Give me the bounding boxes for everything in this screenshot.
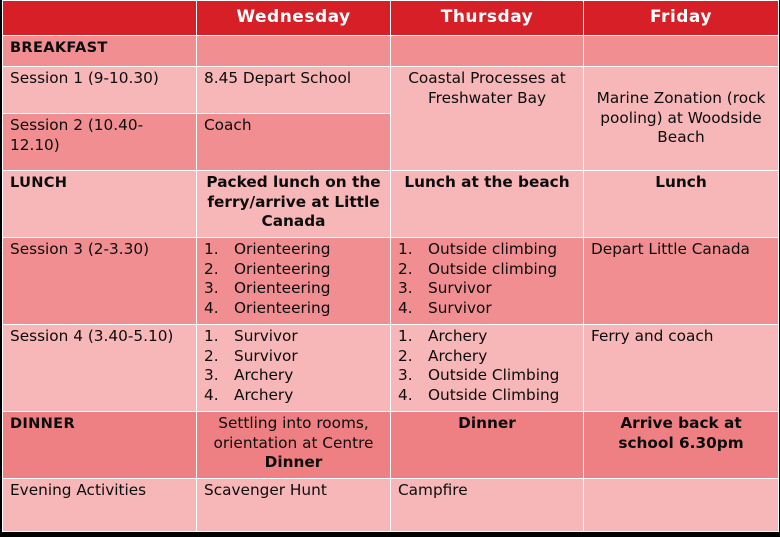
list-item: 3. Archery	[204, 366, 294, 384]
session2-wednesday: Coach	[197, 114, 391, 171]
session3-wednesday-list	[204, 240, 383, 318]
list-item: 1. Archery	[398, 327, 488, 345]
evening-thursday: Campfire	[391, 479, 584, 532]
list-item: 1. Outside climbing	[398, 240, 558, 258]
dinner-friday: Arrive back at school 6.30pm	[584, 412, 779, 479]
session3-label: Session 3 (2-3.30)	[3, 238, 197, 325]
session1-friday: Marine Zonation (rock pooling) at Woodside Beach	[584, 67, 779, 171]
session4-label: Session 4 (3.40-5.10)	[3, 325, 197, 412]
session1-thursday: Coastal Processes at Freshwater Bay	[391, 67, 584, 171]
list-item: 1. Survivor	[204, 327, 298, 345]
list-item: 2. Archery	[398, 346, 488, 365]
session4-friday: Ferry and coach	[584, 325, 779, 412]
breakfast-label: BREAKFAST	[3, 36, 197, 67]
list-item: 3. Outside Climbing	[398, 366, 560, 384]
list-item: 4. Archery	[204, 385, 294, 404]
breakfast-friday	[584, 36, 779, 67]
lunch-wednesday: Packed lunch on the ferry/arrive at Little Canada	[197, 171, 391, 238]
lunch-friday: Lunch	[584, 171, 779, 238]
dinner-thursday: Dinner	[391, 412, 584, 479]
header-corner	[3, 1, 197, 36]
lunch-row	[3, 171, 779, 238]
session4-thursday	[391, 325, 584, 412]
evening-label: Evening Activities	[3, 479, 197, 532]
dinner-row	[3, 412, 779, 479]
breakfast-row	[3, 36, 779, 67]
dinner-wednesday	[197, 412, 391, 479]
session1-row	[3, 67, 779, 114]
lunch-label: LUNCH	[3, 171, 197, 238]
evening-friday	[584, 479, 779, 532]
session3-wednesday	[197, 238, 391, 325]
session3-thursday	[391, 238, 584, 325]
evening-row	[3, 479, 779, 532]
dinner-wednesday-text: Settling into rooms, orientation at Centre	[213, 414, 374, 452]
header-wednesday: Wednesday	[197, 1, 391, 36]
session1-label: Session 1 (9-10.30)	[3, 67, 197, 114]
session4-row	[3, 325, 779, 412]
list-item: 3. Survivor	[398, 279, 492, 297]
session4-wednesday	[197, 325, 391, 412]
header-row	[3, 1, 779, 36]
breakfast-thursday	[391, 36, 584, 67]
session2-label: Session 2 (10.40-12.10)	[3, 114, 197, 171]
session3-row	[3, 238, 779, 325]
list-item: 2. Survivor	[204, 346, 298, 365]
list-item: 4. Outside Climbing	[398, 385, 560, 404]
list-item: 4. Survivor	[398, 298, 492, 317]
session3-friday: Depart Little Canada	[584, 238, 779, 325]
header-friday: Friday	[584, 1, 779, 36]
list-item: 2. Orienteering	[204, 259, 331, 278]
list-item: 4. Orienteering	[204, 298, 331, 317]
dinner-wednesday-bold: Dinner	[264, 453, 323, 471]
list-item: 3. Orienteering	[204, 279, 331, 297]
session4-thursday-list	[398, 327, 576, 405]
evening-wednesday: Scavenger Hunt	[197, 479, 391, 532]
dinner-label: DINNER	[3, 412, 197, 479]
header-thursday: Thursday	[391, 1, 584, 36]
session4-wednesday-list	[204, 327, 383, 405]
session1-wednesday: 8.45 Depart School	[197, 67, 391, 114]
breakfast-wednesday	[197, 36, 391, 67]
session3-thursday-list	[398, 240, 576, 318]
timetable-container	[2, 0, 778, 531]
list-item: 1. Orienteering	[204, 240, 331, 258]
timetable	[2, 0, 779, 532]
list-item: 2. Outside climbing	[398, 259, 558, 278]
lunch-thursday: Lunch at the beach	[391, 171, 584, 238]
